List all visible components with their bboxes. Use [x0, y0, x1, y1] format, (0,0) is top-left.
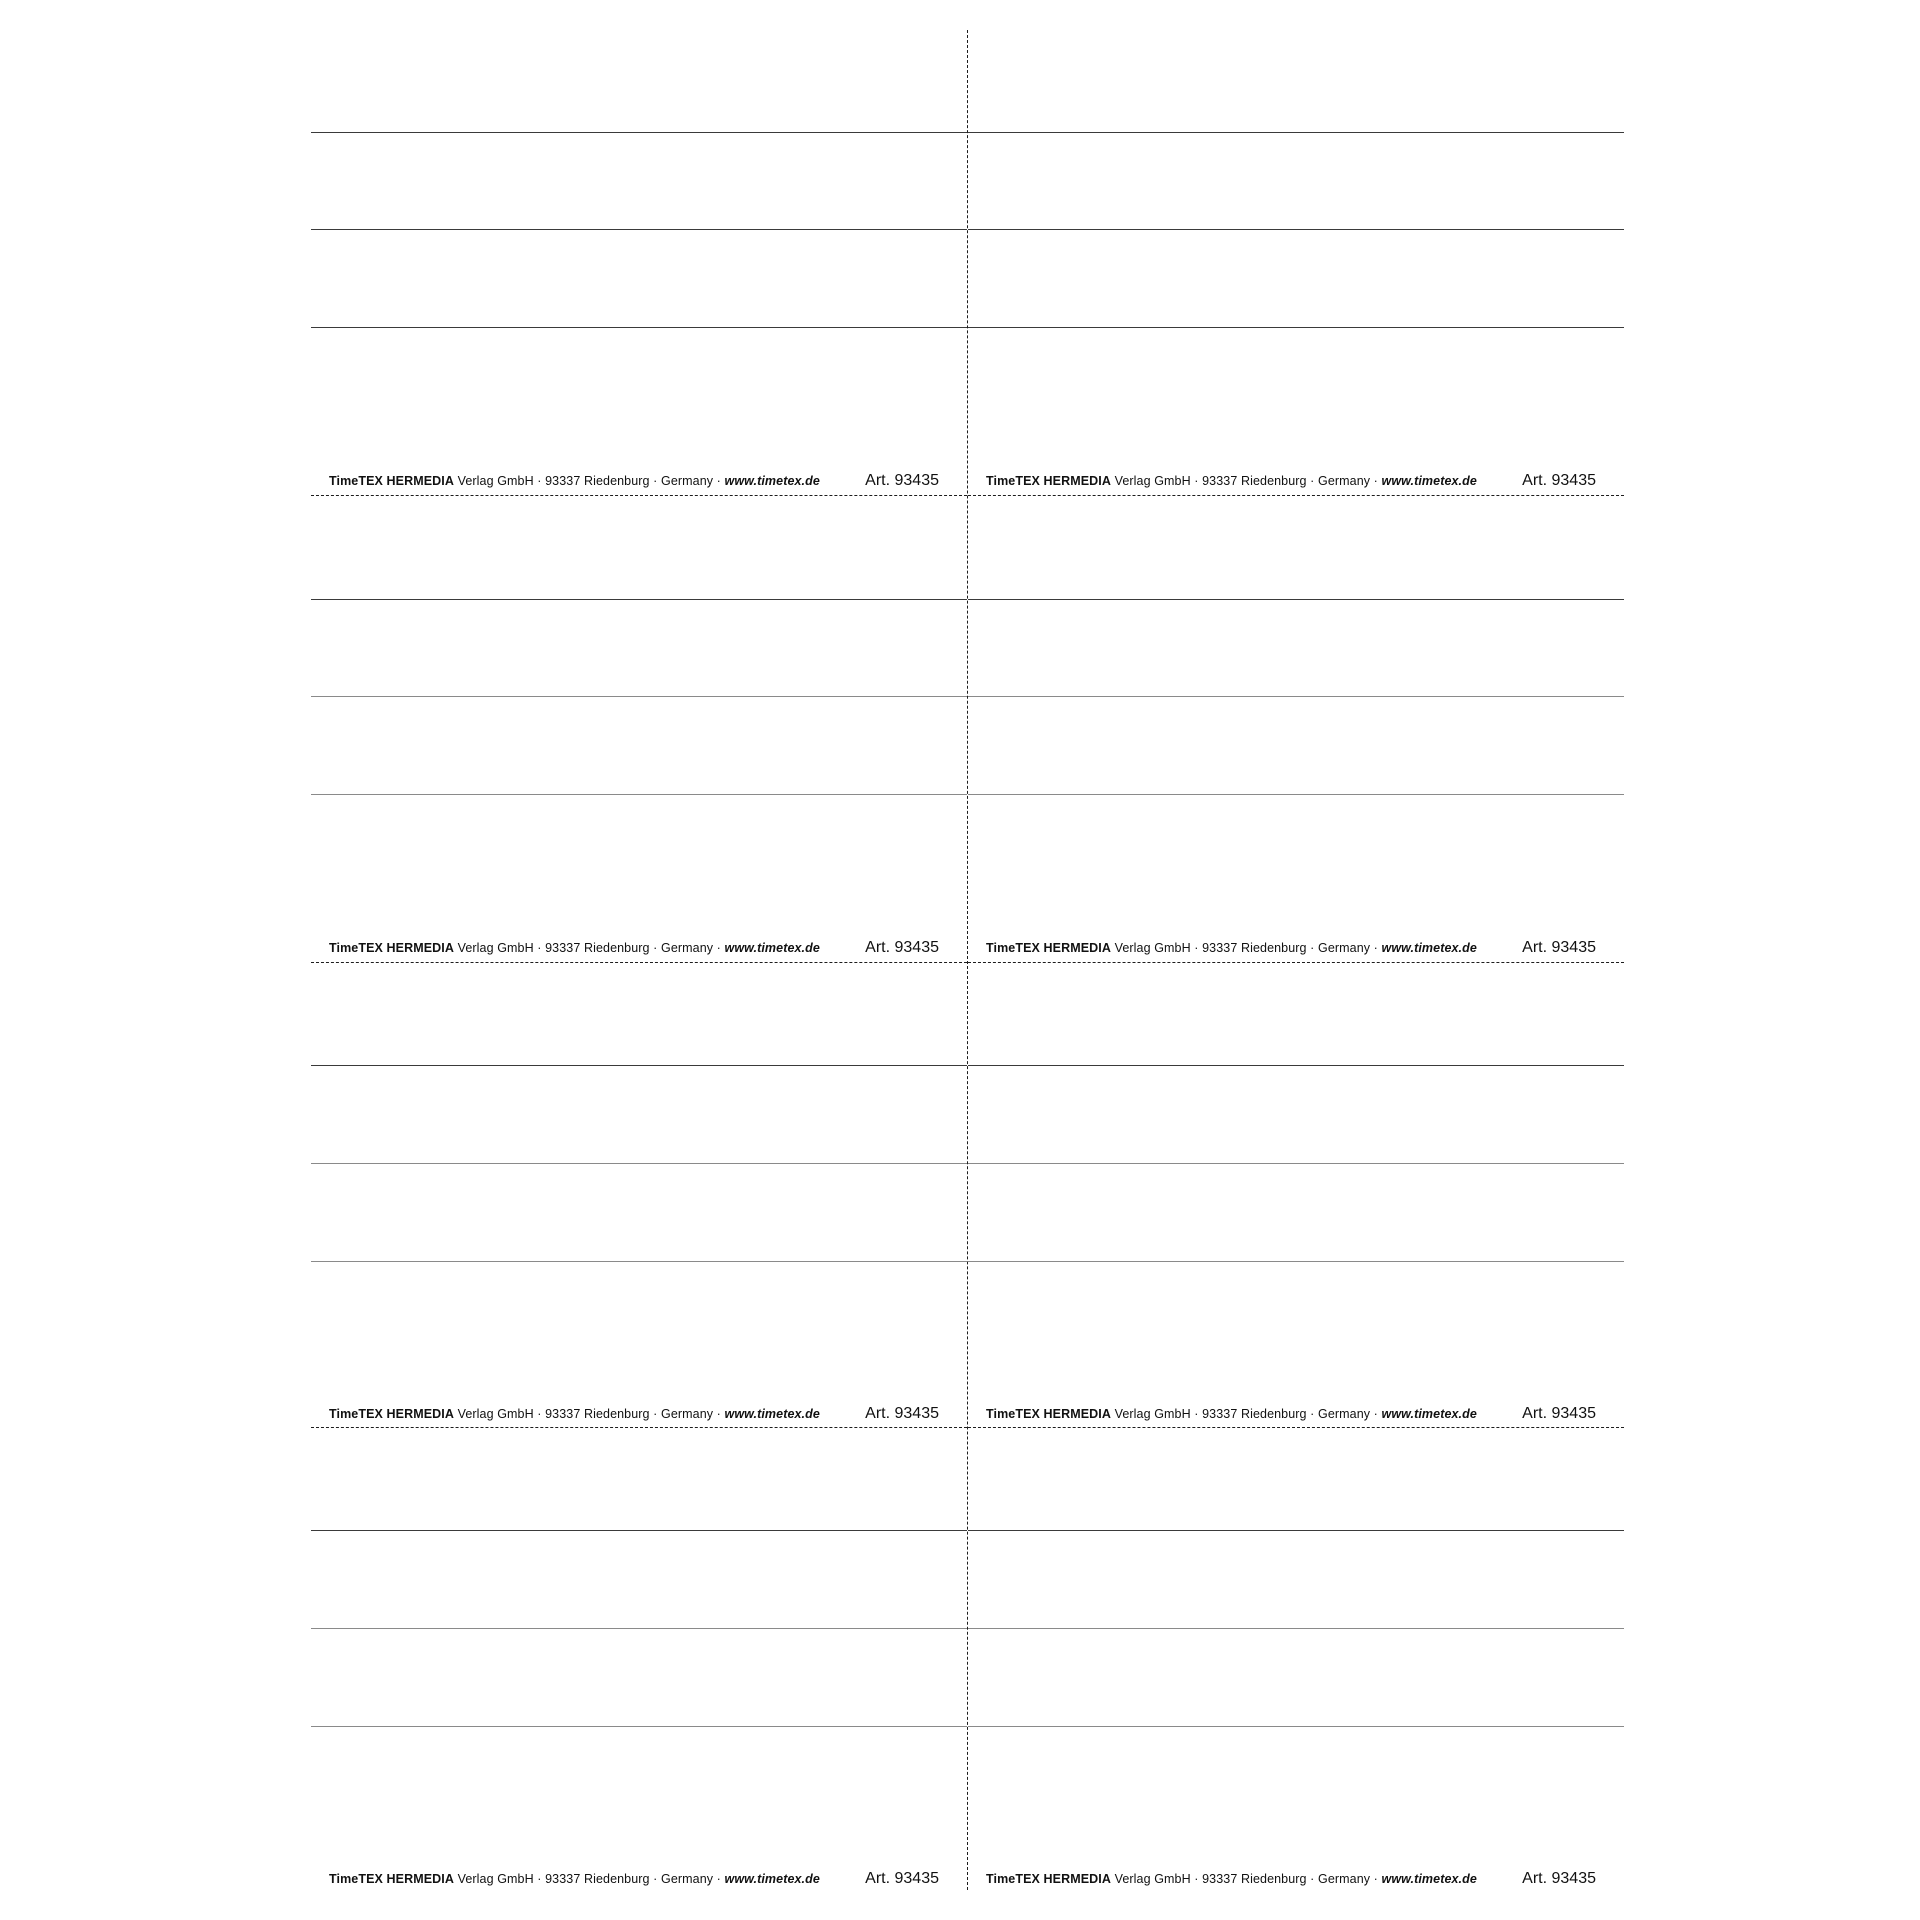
label-card[interactable]: [968, 963, 1624, 1427]
article-number: Art. 93435: [865, 472, 939, 489]
writing-rule: [968, 1163, 1624, 1164]
imprint-text: TimeTEX HERMEDIA Verlag GmbH · 93337 Riedenburg · Germany · www.timetex.de: [986, 1407, 1477, 1421]
writing-rule: [311, 327, 967, 328]
writing-rule: [968, 1628, 1624, 1629]
label-card[interactable]: [311, 30, 967, 495]
writing-rule: [311, 696, 967, 697]
article-number: Art. 93435: [1522, 1870, 1596, 1887]
writing-rule: [968, 1530, 1624, 1531]
label-imprint: [311, 1403, 967, 1425]
cut-line-vertical: [967, 30, 968, 1890]
label-card[interactable]: [968, 496, 1624, 962]
imprint-text: TimeTEX HERMEDIA Verlag GmbH · 93337 Riedenburg · Germany · www.timetex.de: [986, 941, 1477, 955]
writing-rule: [311, 1261, 967, 1262]
writing-rule: [968, 696, 1624, 697]
writing-rule: [968, 132, 1624, 133]
writing-rule: [311, 1530, 967, 1531]
writing-rule: [311, 599, 967, 600]
label-card[interactable]: [968, 30, 1624, 495]
label-card[interactable]: [311, 963, 967, 1427]
writing-rule: [968, 599, 1624, 600]
imprint-text: TimeTEX HERMEDIA Verlag GmbH · 93337 Riedenburg · Germany · www.timetex.de: [329, 941, 820, 955]
label-imprint: [968, 1403, 1624, 1425]
writing-rule: [968, 1726, 1624, 1727]
article-number: Art. 93435: [865, 1405, 939, 1422]
imprint-text: TimeTEX HERMEDIA Verlag GmbH · 93337 Riedenburg · Germany · www.timetex.de: [986, 474, 1477, 488]
label-imprint: [968, 470, 1624, 492]
article-number: Art. 93435: [1522, 472, 1596, 489]
article-number: Art. 93435: [865, 1870, 939, 1887]
writing-rule: [311, 1065, 967, 1066]
writing-rule: [311, 794, 967, 795]
printable-page: [311, 30, 1624, 1890]
label-card[interactable]: [311, 1428, 967, 1890]
writing-rule: [311, 229, 967, 230]
writing-rule: [311, 1163, 967, 1164]
imprint-text: TimeTEX HERMEDIA Verlag GmbH · 93337 Riedenburg · Germany · www.timetex.de: [986, 1872, 1477, 1886]
writing-rule: [311, 1628, 967, 1629]
label-card[interactable]: [311, 496, 967, 962]
imprint-text: TimeTEX HERMEDIA Verlag GmbH · 93337 Riedenburg · Germany · www.timetex.de: [329, 1872, 820, 1886]
imprint-text: TimeTEX HERMEDIA Verlag GmbH · 93337 Riedenburg · Germany · www.timetex.de: [329, 474, 820, 488]
imprint-text: TimeTEX HERMEDIA Verlag GmbH · 93337 Riedenburg · Germany · www.timetex.de: [329, 1407, 820, 1421]
label-card[interactable]: [968, 1428, 1624, 1890]
label-column-left: [311, 30, 967, 1890]
article-number: Art. 93435: [1522, 939, 1596, 956]
writing-rule: [968, 1065, 1624, 1066]
article-number: Art. 93435: [865, 939, 939, 956]
writing-rule: [311, 132, 967, 133]
label-imprint: [968, 1868, 1624, 1890]
article-number: Art. 93435: [1522, 1405, 1596, 1422]
writing-rule: [968, 327, 1624, 328]
label-imprint: [968, 937, 1624, 959]
writing-rule: [311, 1726, 967, 1727]
label-imprint: [311, 937, 967, 959]
label-column-right: [968, 30, 1624, 1890]
writing-rule: [968, 1261, 1624, 1262]
label-imprint: [311, 1868, 967, 1890]
label-imprint: [311, 470, 967, 492]
writing-rule: [968, 794, 1624, 795]
writing-rule: [968, 229, 1624, 230]
